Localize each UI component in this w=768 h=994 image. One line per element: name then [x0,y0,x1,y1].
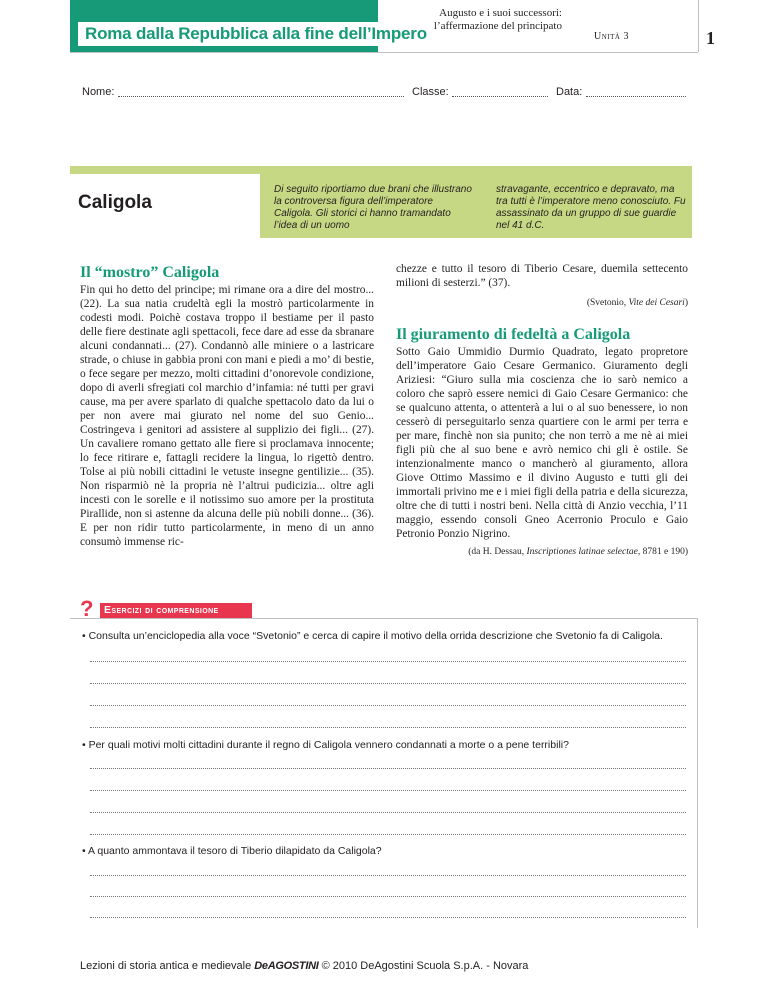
citation-svetonio [396,298,688,308]
answer-line-2d[interactable] [90,833,686,835]
exercises-box [70,618,698,954]
section-mostro-body: Fin qui ho detto del principe; mi rimane ora a dire del mostro... (22). La sua natia crudeltà egli la mostrò particolarmente in codesti modi. Poichè costava troppo il bestiame per il pasto delle fiere destinate agli spettacoli, fece dare ad esse da sbranare alcuni condannati... (27). Condannò alle miniere o a lastricare strade, o chiuse in gabbia proni con mani e piedi a mo’ di bestie, o fece segare per mezzo, molti cittadini d’onorevole condizione, dopo di averli sfregiati col marchio d’infamia: né tutti per gravi cause, ma per avere sparlato di qualche spettacolo dato da lui o per non avere mai giurato nel nome del suo Genio... Costringeva i genitori ad assistere al supplizio dei figli... (27). Un cavaliere romano gettato alle fiere si proclamava innocente; lo fece ritirare e, fattagli recidere la lingua, lo rigettò dentro. Tolse ai più nobili cittadini le vetuste insegne gentilizie... (35). Non risparmiò nè la propria nè l’altrui pudicizia... oltre agli incesti con le sorelle e il notissimo suo amore per la prostituta Pirallide, non si astenne da alcuna delle più nobili donne... (36). E per non ridir tutto particolarmente, in meno di un anno consumò immense ric- [80,284,374,548]
answer-line-3c[interactable] [90,916,686,918]
page-number: 1 [706,28,715,48]
intro-box-top-bar [70,166,692,174]
section-giuramento-body: Sotto Gaio Ummidio Durmio Quadrato, legato propretore dell’imperatore Gaio Cesare Germanico. Giuramento degli Ariziesi: “Giuro sulla mia coscienza che io sarò nemico a coloro che saprò essere nemici di Gaio Cesare Germanico: che se qualcuno attenta, o attenterà a lui o al suo benessere, io non cesserò di perseguitarlo senza quartiere con le armi per terra e per mare, finchè non sia punito; che non terrò a me nè ai miei figli più che al suo bene e avrò nemico chi gli è ostile. Se intenzionalmente manco o mancherò al giuramento, allora Giove Ottimo Massimo e il divino Augusto e tutti gli dei immortali privino me e i miei figli della patria e della sicurezza, oltre che di tutti i nostri beni. Nella città di Anzio vecchia, l’11 maggio, essendo consoli Gneo Acerronio Proculo e Gaio Petronio Ponzio Nigrino. [396,346,688,540]
footer [80,960,528,972]
chapter-subtitle-line2: l’affermazione del principato [433,20,562,32]
chapter-subtitle [390,7,562,33]
answer-line-2a[interactable] [90,767,686,769]
answer-line-1c[interactable] [90,704,686,706]
answer-line-1d[interactable] [90,726,686,728]
section-giuramento-heading: Il giuramento di fedeltà a Caligola [396,326,631,343]
footer-book-title: Lezioni di storia antica e medievale [80,960,252,972]
answer-line-2c[interactable] [90,811,686,813]
section-giuramento [396,326,688,557]
citation-dessau [396,547,688,557]
intro-box-title: Caligola [78,192,152,213]
section-mostro-continued [396,262,688,308]
citation-svetonio-work: Vite dei Cesari [628,298,685,308]
answer-line-1a[interactable] [90,660,686,662]
header-divider [70,52,698,53]
citation-svetonio-author: (Svetonio, [586,298,629,308]
citation-svetonio-end: ) [684,298,688,308]
unit-label: Unità 3 [594,31,629,42]
date-field[interactable] [586,86,686,97]
section-mostro-heading: Il “mostro” Caligola [80,264,220,281]
name-field[interactable] [118,86,404,97]
date-label: Data: [556,86,583,98]
answer-line-2b[interactable] [90,789,686,791]
intro-text-left: Di seguito riportiamo due brani che illustrano la controversa figura dell’imperatore Caligola. Gli storici ci hanno tramandato l’idea di un uomo [274,184,472,231]
name-label: Nome: [82,86,115,98]
answer-line-1b[interactable] [90,682,686,684]
question-3: • A quanto ammontava il tesoro di Tiberio dilapidato da Caligola? [82,845,382,857]
class-field[interactable] [452,86,548,97]
answer-line-3a[interactable] [90,874,686,876]
citation-dessau-end: , 8781 e 190) [637,547,688,557]
exercises-title: Esercizi di comprensione [100,603,252,618]
footer-copyright: © 2010 DeAgostini Scuola S.p.A. - Novara [321,960,529,972]
exercises-box-right-border [697,618,698,928]
answer-line-3b[interactable] [90,895,686,897]
citation-dessau-work: Inscriptiones latinae selectae [526,547,638,557]
question-2: • Per quali motivi molti cittadini durante il regno di Caligola vennero condannati a morte o a pene terribili? [82,739,569,751]
question-mark-icon: ? [80,596,94,621]
deagostini-logo: DeAGOSTINI [254,960,319,972]
section-mostro [80,264,374,549]
citation-dessau-author: (da H. Dessau, [468,547,527,557]
intro-text-right: stravagante, eccentrico e depravato, ma tra tutti è l’imperatore meno conosciuto. Fu assassinato da un gruppo di sue guardie nel 41 d.C. [496,184,686,231]
chapter-subtitle-line1: Augusto e i suoi successori: [439,7,562,19]
class-label: Classe: [412,86,449,98]
book-title: Roma dalla Repubblica alla fine dell’Impero [78,22,434,46]
question-1: • Consulta un’enciclopedia alla voce “Svetonio” e cerca di capire il motivo della orrida descrizione che Svetonio fa di Caligola. [82,630,663,642]
section-mostro-body-continued: chezze e tutto il tesoro di Tiberio Cesare, duemila settecento milioni di sesterzi.” (37). [396,263,688,289]
